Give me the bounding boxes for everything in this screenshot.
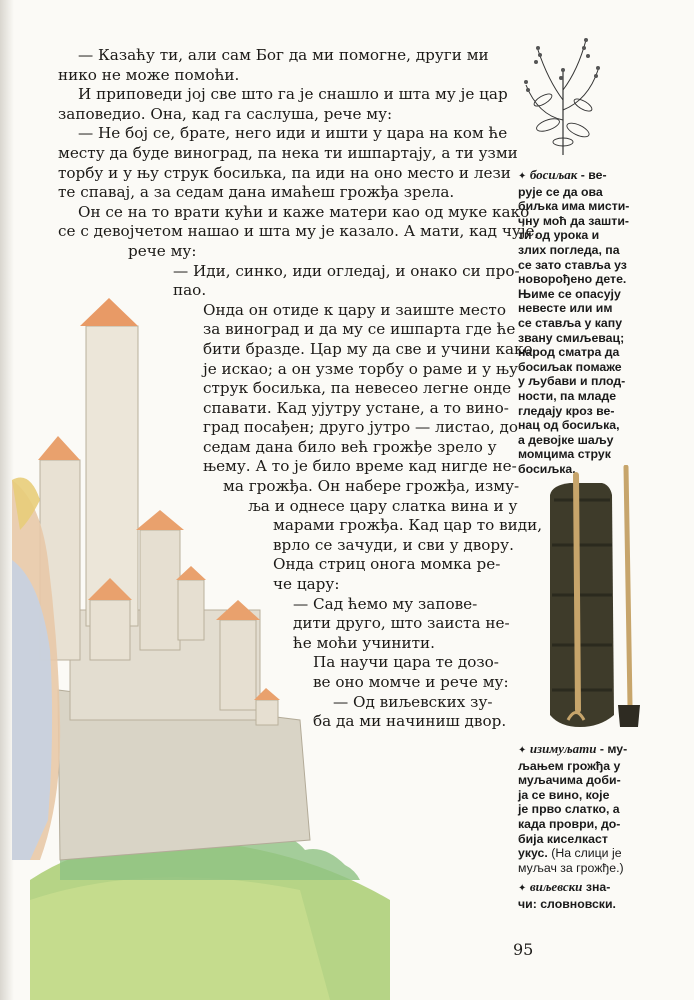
note-basil: ✦ босиљак - ве- рује се да ова биљка има мисти- чну моћ да зашти- ти од урока и злих погледа, па се зато ставља уз новорођено дете. Њиме се опасују невесте или им се ставља у капу звану смиљевац; народ сматра да босиљак помаже у љубави и плод- ности, па младе гледају кроз ве- нац од босиљка, а девојке шаљу момцима струк босиљка. [518, 167, 630, 476]
page-number: 95 [513, 940, 534, 959]
story-line: Па научи цара те дозо- [313, 653, 499, 672]
grape-press-icon [540, 465, 655, 735]
story-line: њему. А то је било време кад нигде не- [203, 457, 517, 476]
story-line: спавати. Кад ујутру устане, а то вино- [203, 398, 509, 417]
note-line: момцима струк [518, 447, 611, 462]
note-line: Њиме се опасују [518, 286, 621, 301]
story-line: ма грожђа. Он набере грожђа, изму- [223, 477, 520, 496]
note-line: биљка има мисти- [518, 199, 630, 214]
story-line: за виноград и да му се ишпарта где ће [203, 320, 516, 339]
note-caption: (На слици је муљач за грожђе.) [518, 846, 624, 875]
story-line: град посађен; друго јутро — листао, до [203, 418, 518, 437]
story-line: бити бразде. Цар му да све и учини како [203, 339, 533, 358]
story-line: пао. [173, 281, 207, 300]
note-line: народ сматра да [518, 345, 620, 360]
story-line: Онда стриц онога момка ре- [273, 555, 501, 574]
story-line: — Казаћу ти, али сам Бог да ми помогне, други ми [78, 46, 489, 64]
story-line: ве оно момче и рече му: [313, 673, 509, 691]
note-term: изимуљати [529, 741, 597, 756]
bullet-icon: ✦ [518, 745, 527, 756]
story-line: месту да буде виноград, па нека ти ишпартају, а ти узми [58, 143, 518, 162]
note-line: укус. [518, 846, 548, 861]
note-line: невесте или им [518, 301, 613, 316]
story-line: дити друго, што заиста не- [293, 614, 510, 633]
story-line: струк босиљка, па невесео легне онде [203, 379, 512, 398]
story-line: ља и однесе цару слатка вина и у [248, 496, 518, 515]
note-line: му- [607, 742, 628, 756]
story-line: заповедио. Она, кад га саслуша, рече му: [58, 104, 393, 123]
note-line: чну моћ да зашти- [518, 213, 629, 228]
story-line: — Не бој се, брате, него иди и ишти у цара на ком ће [78, 124, 508, 143]
note-line: ја се вино, које [518, 787, 610, 802]
story-line: нико не може помоћи. [58, 65, 240, 84]
note-line: злих погледа, па [518, 242, 620, 257]
note-line: се зато ставља уз [518, 257, 627, 272]
note-line: љањем грожђа у [518, 758, 621, 773]
note-line: босиљка. [518, 461, 576, 476]
story-line: — Од виљевских зу- [333, 692, 493, 711]
note-line: зна- [585, 880, 611, 894]
bullet-icon: ✦ [518, 883, 527, 894]
story-line: — Сад ћемо му запове- [293, 594, 478, 613]
note-line: ности, па младе [518, 388, 617, 403]
note-line: се ставља у капу [518, 315, 623, 330]
note-line: новорођено дете. [518, 272, 627, 287]
story-line: ба да ми начиниш двор. [313, 712, 507, 731]
bullet-icon: ✦ [518, 171, 527, 182]
story-text [58, 46, 543, 732]
note-line: када проври, до- [518, 816, 621, 831]
story-line: рече му: [128, 241, 197, 260]
note-line: у љубави и плод- [518, 374, 626, 389]
note-line: босиљак помаже [518, 359, 622, 374]
story-line: торбу и у њу струк босиљка, па иди на оно место и лези [58, 163, 511, 182]
note-term: виљевски [529, 879, 583, 894]
note-line: а девојке шаљу [518, 432, 614, 447]
story-line: се с девојчетом нашао и шта му је казало. А мати, кад чује, [58, 222, 540, 241]
note-line: чи: словновски. [518, 896, 616, 911]
story-line: ће моћи учинити. [293, 633, 435, 652]
note-line: рује се да ова [518, 184, 603, 199]
note-line: муљачима доби- [518, 773, 621, 788]
story-line: И приповеди јој све што га је снашло и шта му је цар [78, 85, 508, 104]
note-term: босиљак [529, 167, 578, 182]
note-line: гледају кроз ве- [518, 403, 615, 418]
story-line: че цару: [273, 575, 340, 594]
story-line: је искао; а он узме торбу о раме и у њу [203, 359, 518, 378]
note-line: ти од урока и [518, 228, 600, 243]
story-line: марами грожђа. Кад цар то види, [273, 516, 543, 535]
note-line: ве- [588, 168, 607, 182]
note-izmuljati: ✦ изимуљати - му- љањем грожђа у муљачима доби- ја се вино, које је прво слатко, а када проври, до- бија киселкаст укус. (На слици је муљач за грожђе.) [518, 741, 628, 875]
basil-plant-icon [518, 30, 608, 160]
note-viljevski [518, 880, 646, 911]
note-line: бија киселкаст [518, 831, 608, 846]
story-line: седам дана било већ грожђе зрело у [203, 437, 497, 456]
story-line: Онда он отиде к цару и заиште место [203, 300, 506, 319]
story-line: Он се на то врати кући и каже матери као од муке како [78, 202, 530, 221]
note-line: звану смиљевац; [518, 330, 625, 345]
story-line: те спавај, а за седам дана имаћеш грожђа зрела. [58, 183, 455, 202]
note-line: нац од босиљка, [518, 418, 620, 433]
note-line: је прво слатко, а [518, 802, 620, 817]
story-line: врло се зачуди, и сви у двору. [273, 535, 514, 554]
story-line: — Иди, синко, иди огледај, и онако си про- [173, 261, 520, 280]
